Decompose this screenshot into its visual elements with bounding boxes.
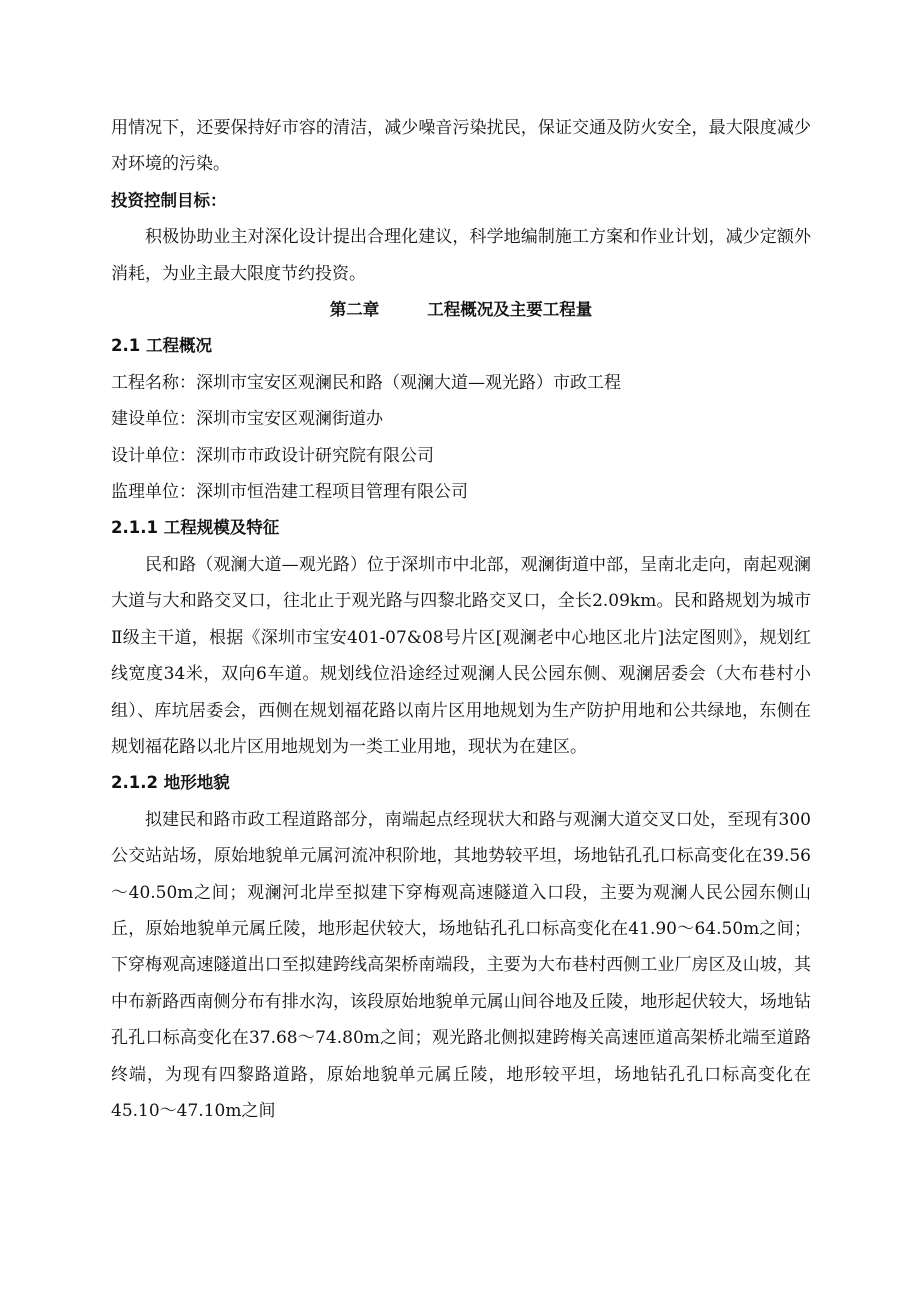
info-builder: 建设单位：深圳市宝安区观澜街道办 xyxy=(111,409,383,430)
chapter-title: 工程概况及主要工程量 xyxy=(427,300,593,320)
paragraph-investment: 积极协助业主对深化设计提出合理化建议，科学地编制施工方案和作业计划，减少定额外消耗，为业主最大限度节约投资。 xyxy=(111,227,811,284)
info-supervisor: 监理单位：深圳市恒浩建工程项目管理有限公司 xyxy=(111,482,468,503)
info-project-name: 工程名称：深圳市宝安区观澜民和路（观澜大道—观光路）市政工程 xyxy=(111,372,621,393)
document-body xyxy=(111,110,811,1129)
chapter-heading xyxy=(111,292,811,328)
paragraph-terrain: 拟建民和路市政工程道路部分，南端起点经现状大和路与观澜大道交叉口处，至现有300公交站站场，原始地貌单元属河流冲积阶地，其地势较平坦，场地钻孔孔口标高变化在39.56～40.50m之间；观澜河北岸至拟建下穿梅观高速隧道入口段，主要为观澜人民公园东侧山丘，原始地貌单元属丘陵，地形起伏较大，场地钻孔孔口标高变化在41.90～64.50m之间；下穿梅观高速隧道出口至拟建跨线高架桥南端段，主要为大布巷村西侧工业厂房区及山坡，其中布新路西南侧分布有排水沟，该段原始地貌单元属山间谷地及丘陵，地形起伏较大，场地钻孔孔口标高变化在37.68～74.80m之间；观光路北侧拟建跨梅关高速匝道高架桥北端至道路终端，为现有四黎路道路，原始地貌单元属丘陵，地形较平坦，场地钻孔孔口标高变化在45.10～47.10m之间 xyxy=(111,809,811,1121)
chapter-number: 第二章 xyxy=(329,300,380,320)
paragraph-scale: 民和路（观澜大道—观光路）位于深圳市中北部，观澜街道中部，呈南北走向，南起观澜大道与大和路交叉口，往北止于观光路与四黎北路交叉口，全长2.09km。民和路规划为城市Ⅱ级主干道，根据《深圳市宝安401-07&08号片区[观澜老中心地区北片]法定图则》，规划红线宽度34米，双向6车道。规划线位沿途经过观澜人民公园东侧、观澜居委会（大布巷村小组）、库坑居委会，西侧在规划福花路以南片区用地规划为生产防护用地和公共绿地，东侧在规划福花路以北片区用地规划为一类工业用地，现状为在建区。 xyxy=(111,554,811,757)
paragraph-continued: 用情况下，还要保持好市容的清洁，减少噪音污染扰民，保证交通及防火安全，最大限度减少对环境的污染。 xyxy=(111,118,811,175)
heading-investment-target: 投资控制目标： xyxy=(111,190,227,210)
section-heading-2-1: 2.1 工程概况 xyxy=(111,336,212,356)
section-heading-2-1-2: 2.1.2 地形地貌 xyxy=(111,773,230,793)
info-designer: 设计单位：深圳市市政设计研究院有限公司 xyxy=(111,445,434,466)
section-heading-2-1-1: 2.1.1 工程规模及特征 xyxy=(111,518,280,538)
